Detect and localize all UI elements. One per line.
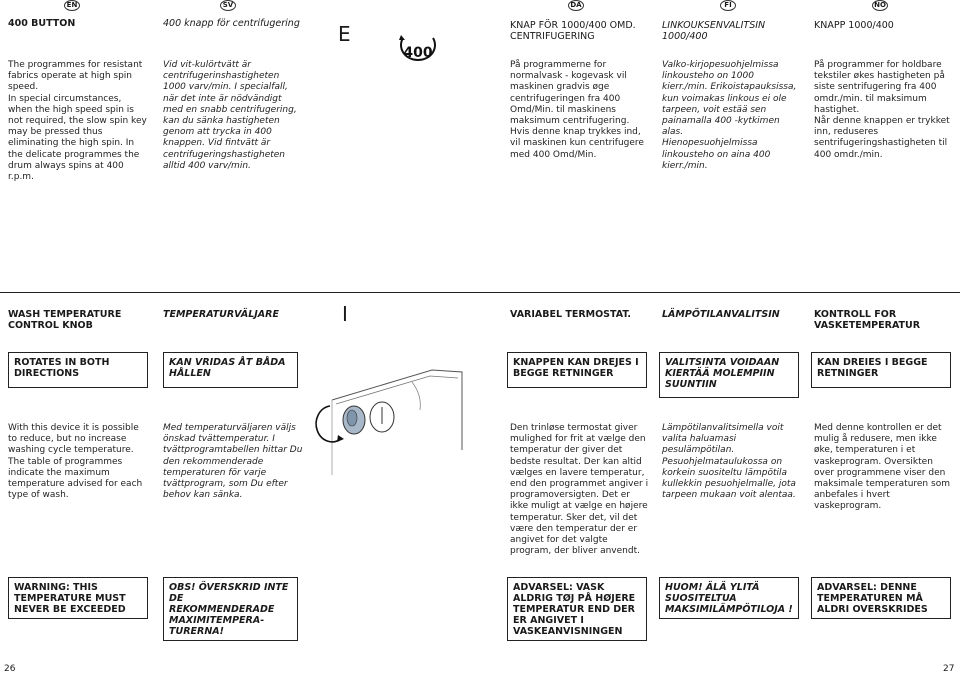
text-da-temp: Den trinløse termostat giver mulighed for frit at vælge den temperatur der giver det bedste resultat. Der kan altid vælges en lavere temperatur, end den programmet angiver i programoversigten. Det er ikke muligt at vælge en højere temperatur. Sker det, vil det være den temperatur der er angivet for det valgte program, der bliver anvendt. <box>510 423 649 557</box>
spin-400-icon <box>395 32 441 68</box>
text-fi-400: Valko-kirjopesuohjelmissa linkousteho on 1000 kierr./min. Erikoistapauksissa, kun voimakas linkous ei ole tarpeen, voit estää sen painamalla 400 -kytkimen alas. Hienopesuohjelmissa linkousteho on aina 400 kierr./min. <box>662 60 797 171</box>
section-divider <box>0 292 960 293</box>
text-sv-temp: Med temperaturväljaren väljs önskad tvättemperatur. I tvättprogramtabellen hittar Du den rekommenderade temperaturen för varje tvättprogram, som Du efter behov kan sänka. <box>163 423 303 501</box>
box-en-rotates: ROTATES IN BOTH DIRECTIONS <box>8 352 148 388</box>
heading-fi-linkous: LINKOUKSENVALITSIN 1000/400 <box>662 20 766 42</box>
heading-en-400-button: 400 BUTTON <box>8 18 76 29</box>
heading-en-temp-knob: WASH TEMPERATURE CONTROL KNOB <box>8 309 122 331</box>
lang-badge-no: NO <box>872 0 888 11</box>
box-no-rotates: KAN DREIES I BEGGE RETNINGER <box>811 352 951 388</box>
spin-400-value: 400 <box>403 45 433 61</box>
text-no-400: På programmer for holdbare tekstiler økes hastigheten på siste sentrifugering fra 400 omdr./min. til maksimum hastighet. Når denne knappen er trykket inn, reduseres sentrifugeringshastigheten til 400 omdr./min. <box>814 60 950 160</box>
heading-da-termostat: VARIABEL TERMOSTAT. <box>510 309 632 320</box>
warning-sv: OBS! ÖVERSKRID INTE DE REKOMMENDERADE MAXIMITEMPERA-TURERNA! <box>163 577 298 641</box>
box-fi-rotates: VALITSINTA VOIDAAN KIERTÄÄ MOLEMPIIN SUUNTIIN <box>659 352 799 398</box>
text-da-400: På programmerne for normalvask - kogevask vil maskinen gradvis øge centrifugeringen fra 400 Omd/Min. til maskinens maksimum centrifugering. Hvis denne knap trykkes ind, vil maskinen kun centrifugere med 400 Omd/Min. <box>510 60 644 160</box>
warning-no: ADVARSEL: DENNE TEMPERATUREN MÅ ALDRI OVERSKRIDES <box>811 577 951 619</box>
heading-fi-lampotila: LÄMPÖTILANVALITSIN <box>662 309 780 320</box>
text-en-400: The programmes for resistant fabrics operate at high spin speed. In special circumstances, when the high speed spin is not required, the slow spin key may be pressed thus eliminating the high spin. In the delicate programmes the drum always spins at 400 r.p.m. <box>8 60 147 183</box>
warning-da: ADVARSEL: VASK ALDRIG TØJ PÅ HØJERE TEMPERATUR END DER ER ANGIVET I VASKEANVISNINGEN <box>507 577 647 641</box>
text-no-temp: Med denne kontrollen er det mulig å redusere, men ikke øke, temperaturen i et vaskeprogram. Oversikten over programmene viser den maksimale temperaturen som anbefales i hvert vaskeprogram. <box>814 423 950 512</box>
box-sv-rotates: KAN VRIDAS ÅT BÅDA HÅLLEN <box>163 352 298 388</box>
section-letter-e: E <box>338 22 351 46</box>
temperature-knob-illustration <box>312 340 470 475</box>
lang-badge-fi: FI <box>720 0 736 11</box>
lang-badge-en: EN <box>64 0 80 11</box>
page-number-left: 26 <box>4 664 16 674</box>
heading-da-knap: KNAP FÖR 1000/400 OMD. CENTRIFUGERING <box>510 20 636 42</box>
text-fi-temp: Lämpötilanvalitsimella voit valita haluamasi pesulämpötilan. Pesuohjelmataulukossa on korkein suositeltu lämpötila kullekkin pesuohjelmalle, jota tarpeen mukaan voit alentaa. <box>662 423 796 501</box>
page-number-right: 27 <box>943 664 955 674</box>
warning-en: WARNING: THIS TEMPERATURE MUST NEVER BE EXCEEDED <box>8 577 148 619</box>
warning-fi: HUOM! ÄLÄ YLITÄ SUOSITELTUA MAKSIMILÄMPÖTILOJA ! <box>659 577 799 619</box>
heading-no-knapp: KNAPP 1000/400 <box>814 20 894 31</box>
section-letter-i: I <box>342 302 348 326</box>
heading-no-temp: KONTROLL FOR VASKETEMPERATUR <box>814 309 921 331</box>
heading-sv-400-knapp: 400 knapp för centrifugering <box>163 18 300 29</box>
box-da-rotates: KNAPPEN KAN DREJES I BEGGE RETNINGER <box>507 352 647 388</box>
lang-badge-sv: SV <box>220 0 236 11</box>
text-en-temp: With this device it is possible to reduce, but no increase washing cycle temperature. The table of programmes indicate the maximum temperature advised for each type of wash. <box>8 423 143 501</box>
text-sv-400: Vid vit-kulörtvätt är centrifugerinshastigheten 1000 varv/min. I specialfall, när det inte är nödvändigt med en snabb centrifugering, kan du sänka hastigheten genom att trycka in 400 knappen. Vid fintvätt är centrifugeringshastigheten alltid 400 varv/min. <box>163 60 297 171</box>
heading-sv-temp: TEMPERATURVÄLJARE <box>163 309 279 320</box>
lang-badge-da: DA <box>568 0 584 11</box>
